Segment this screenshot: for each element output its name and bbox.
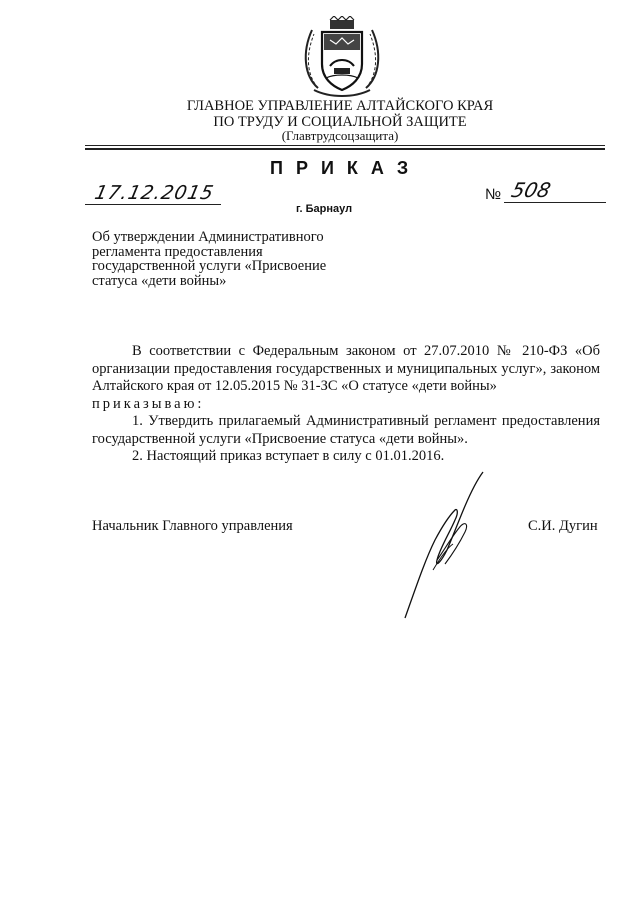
org-name-line1: ГЛАВНОЕ УПРАВЛЕНИЕ АЛТАЙСКОГО КРАЯ <box>186 98 494 114</box>
date-underline <box>85 204 221 205</box>
header-rule-thick <box>85 148 605 150</box>
document-title: ПРИКАЗ <box>270 158 422 178</box>
city-label: г. Барнаул <box>296 203 353 215</box>
handwritten-signature <box>395 470 495 620</box>
number-handwritten: 508 <box>509 178 554 202</box>
org-short-name: (Главтрудсоцзащита) <box>281 128 399 143</box>
number-underline <box>504 202 606 203</box>
coat-of-arms-icon <box>296 16 388 100</box>
signatory-position: Начальник Главного управления <box>92 518 293 534</box>
order-verb: приказываю: <box>92 395 205 412</box>
body-paragraph-1 <box>92 343 600 396</box>
number-label: № <box>485 186 502 203</box>
body-paragraph-1-text: В соответствии с Федеральным законом от 27.07.2010 № 210-ФЗ «Об организации предоставления государственных и муниципальных услуг», законом Алтайского края от 12.05.2015 № 31-ЗС «О статусе «дети войны» <box>92 343 600 394</box>
body-paragraph-2: 1. Утвердить прилагаемый Административный регламент предоставления государственной услуги «Присвоение статуса «дети войны». <box>92 413 600 447</box>
body-paragraph-3: 2. Настоящий приказ вступает в силу с 01.01.2016. <box>132 448 445 464</box>
order-body <box>92 343 600 466</box>
header-rule-thin <box>85 145 605 146</box>
org-name-line2: ПО ТРУДУ И СОЦИАЛЬНОЙ ЗАЩИТЕ <box>213 114 467 130</box>
signatory-name: С.И. Дугин <box>528 518 598 534</box>
order-subject: Об утверждении Административного регламента предоставления государственной услуги «Присвоение статуса «дети войны» <box>92 229 327 289</box>
date-handwritten: 17.12.2015 <box>92 182 217 204</box>
